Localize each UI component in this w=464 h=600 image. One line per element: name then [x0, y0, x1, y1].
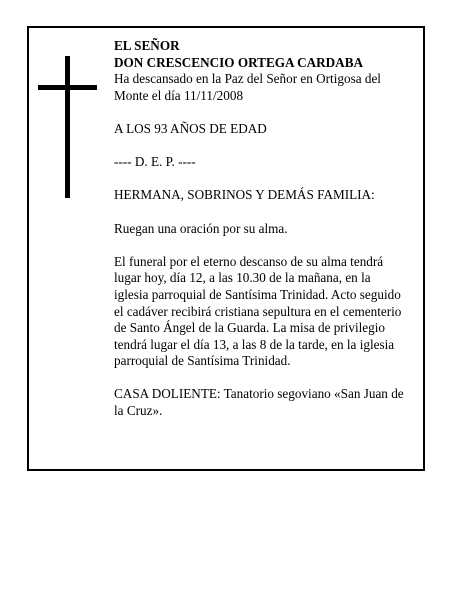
- rip-line: ---- D. E. P. ----: [114, 154, 196, 170]
- cross-vertical-bar: [65, 56, 70, 198]
- cross-horizontal-bar: [38, 85, 97, 90]
- mourning-house: CASA DOLIENTE: Tanatorio segoviano «San Juan de la Cruz».: [114, 386, 404, 419]
- funeral-details: El funeral por el eterno descanso de su alma tendrá lugar hoy, día 12, a las 10.30 de la mañana, en la iglesia parroquial de Santísima Trinidad. Acto seguido el cadáver recibirá cristiana sepultura en el cementerio de Santo Ángel de la Guarda. La misa de privilegio tendrá lugar el día 13, a las 8 de la tarde, en la iglesia parroquial de Santísima Trinidad.: [114, 253, 402, 369]
- prayer-request: Ruegan una oración por su alma.: [114, 220, 288, 236]
- age-statement: A LOS 93 AÑOS DE EDAD: [114, 120, 267, 136]
- passing-statement: Ha descansado en la Paz del Señor en Ortigosa del Monte el día 11/11/2008: [114, 71, 381, 103]
- obituary-text: [114, 38, 404, 420]
- family-line: HERMANA, SOBRINOS Y DEMÁS FAMILIA:: [114, 187, 375, 203]
- notice-heading: EL SEÑOR: [114, 38, 180, 53]
- deceased-name: DON CRESCENCIO ORTEGA CARDABA: [114, 54, 364, 70]
